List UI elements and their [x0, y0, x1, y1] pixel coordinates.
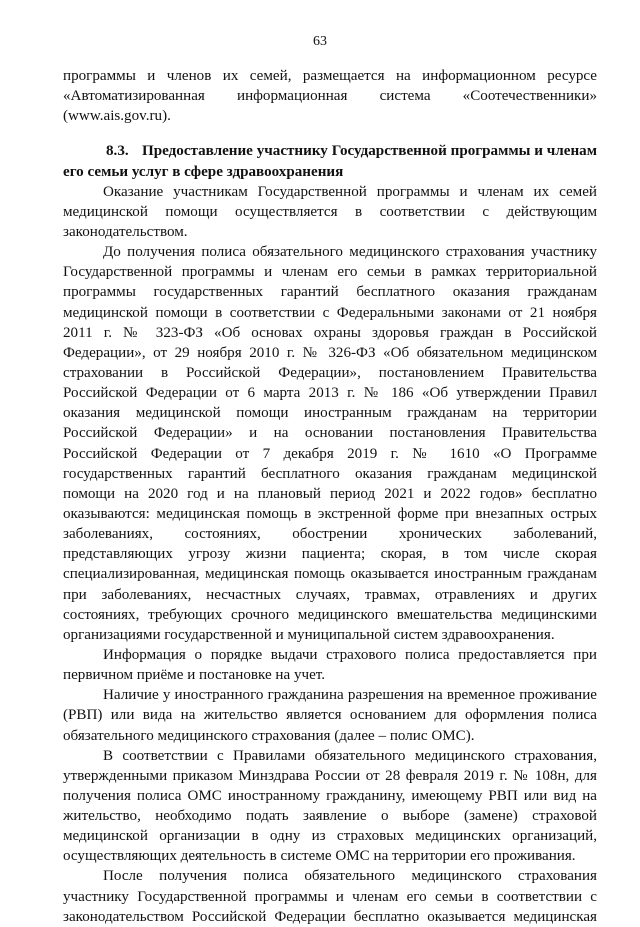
text-line: обязательного медицинского страхования (далее – полис ОМС).: [63, 727, 475, 744]
text-line: медицинской помощи осуществляется в соответствии с действующим: [63, 203, 597, 220]
section-heading-line: его семьи услуг в сфере здравоохранения: [63, 163, 344, 180]
text-line: первичном приёме и постановке на учет.: [63, 667, 326, 684]
text-line: Российской Федерации» и на основании постановления Правительства: [63, 425, 597, 442]
paragraph: [63, 645, 597, 685]
text-line: участнику Государственной программы и членам его семьи в соответствии с: [63, 888, 597, 905]
text-line: В соответствии с Правилами обязательного медицинского страхования,: [103, 747, 597, 764]
text-line: программы государственных гарантий бесплатного оказания гражданам: [63, 284, 597, 301]
text-line: Федерации», от 29 ноября 2010 г. № 326-ФЗ «Об обязательном медицинском: [63, 344, 597, 361]
text-line: государственных гарантий бесплатного оказания гражданам медицинской: [63, 465, 597, 482]
text-line: утвержденными приказом Минздрава России от 28 февраля 2019 г. № 108н, для: [63, 767, 597, 784]
text-line: оказываются: медицинская помощь в экстренной форме при внезапных острых: [63, 505, 597, 522]
text-line: организациями государственной и муниципальной систем здравоохранения.: [63, 626, 555, 643]
text-line: (www.ais.gov.ru).: [63, 108, 171, 125]
text-line: при заболеваниях, несчастных случаях, травмах, отравлениях и других: [63, 586, 597, 603]
text-line: медицинской помощи в соответствии с Федеральными законами от 21 ноября: [63, 304, 597, 321]
text-line: получения полиса ОМС иностранному гражданину, имеющему РВП или вид на: [63, 787, 597, 804]
text-line: (РВП) или вида на жительство является основанием для оформления полиса: [63, 707, 597, 724]
text-line: Российской Федерации от 7 декабря 2019 г. № 1610 «О Программе: [63, 445, 597, 462]
text-line: жительство, необходимо подать заявление о выборе (замене) страховой: [63, 808, 597, 825]
text-line: оказания медицинской помощи иностранным гражданам на территории: [63, 405, 597, 422]
text-line: законодательством Российской Федерации бесплатно оказывается медицинская: [63, 908, 597, 925]
text-line: представляющих угрозу жизни пациента; скорая, в том числе скорая: [63, 546, 597, 563]
paragraph: [63, 182, 597, 242]
paragraph: [63, 685, 597, 745]
page-body: [63, 66, 597, 927]
text-line: законодательством.: [63, 223, 188, 240]
paragraph-intro: [63, 66, 597, 126]
text-line: «Автоматизированная информационная система «Соотечественники»: [63, 88, 597, 105]
section-spacer: [63, 126, 597, 141]
text-line: До получения полиса обязательного медицинского страхования участнику: [103, 244, 597, 261]
text-line: специализированная, медицинская помощь оказывается иностранным гражданам: [63, 566, 597, 583]
paragraph: [63, 746, 597, 867]
paragraph: [63, 242, 597, 645]
text-line: осуществляющих деятельность в системе ОМС на территории его проживания.: [63, 848, 576, 865]
paragraph: [63, 866, 597, 926]
text-line: 2011 г. № 323-ФЗ «Об основах охраны здоровья граждан в Российской: [63, 324, 597, 341]
text-line: страховании в Российской Федерации», постановлением Правительства: [63, 364, 597, 381]
text-line: Государственной программы и членам его семьи в рамках территориальной: [63, 264, 597, 281]
section-title-part: Предоставление участнику Государственной программы и членам: [142, 143, 597, 160]
page-number: 63: [313, 34, 327, 49]
section-number: 8.3.: [106, 143, 129, 160]
text-line: помощи на 2020 год и на плановый период 2021 и 2022 годов» бесплатно: [63, 485, 597, 502]
text-line: медицинской организации в одну из страховых медицинских организаций,: [63, 828, 597, 845]
text-line: После получения полиса обязательного медицинского страхования: [103, 868, 597, 885]
text-line: состояниях, требующих срочного медицинского вмешательства медицинскими: [63, 606, 597, 623]
text-line: Информация о порядке выдачи страхового полиса предоставляется при: [103, 646, 597, 663]
section-heading-line: [63, 141, 597, 161]
text-line: Российской Федерации от 6 марта 2013 г. № 186 «Об утверждении Правил: [63, 385, 597, 402]
text-line: заболеваниях, состояниях, обострении хронических заболеваний,: [63, 526, 597, 543]
text-line: Оказание участникам Государственной программы и членам их семей: [103, 183, 597, 200]
text-line: Наличие у иностранного гражданина разрешения на временное проживание: [103, 687, 597, 704]
text-line: программы и членов их семей, размещается на информационном ресурсе: [63, 68, 597, 84]
section-heading: [63, 141, 597, 181]
